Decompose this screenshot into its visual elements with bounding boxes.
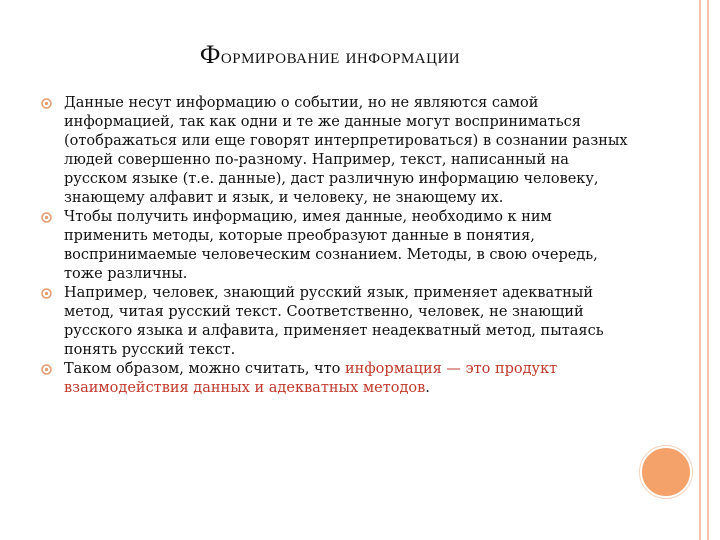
slide-title <box>0 40 660 70</box>
decorative-orange-circle <box>640 446 692 498</box>
bullet-list <box>40 94 630 398</box>
bullet-circle-icon <box>40 363 53 376</box>
decorative-border-outer <box>707 0 709 540</box>
bullet-circle-icon <box>40 287 53 300</box>
bullet-text-highlight: информация — это продукт взаимодействия данных и адекватных методов <box>64 361 558 396</box>
title-rest: ормирование информации <box>220 44 461 68</box>
bullet-circle-icon <box>40 211 53 224</box>
decorative-border-inner <box>699 0 701 540</box>
bullet-text-after: . <box>425 380 430 396</box>
bullet-circle-icon <box>40 97 53 110</box>
bullet-item <box>40 208 630 284</box>
bullet-item <box>40 360 630 398</box>
bullet-item <box>40 94 630 208</box>
bullet-text: Данные несут информацию о событии, но не являются самой информацией, так как одни и те же данные могут восприниматься (отображаться или еще говорят интерпретироваться) в сознании разных людей совершенно по-разному. Например, текст, написанный на русском языке (т.е. данные), даст различную информацию человеку, знающему алфавит и язык, и человеку, не знающему их. <box>64 95 628 206</box>
bullet-text-before: Таком образом, можно считать, что <box>64 361 345 377</box>
title-first-letter: Ф <box>199 40 221 69</box>
bullet-text: Чтобы получить информацию, имея данные, необходимо к ним применить методы, которые преобразуют данные в понятия, воспринимаемые человеческим сознанием. Методы, в свою очередь, тоже различны. <box>64 209 598 282</box>
bullet-item <box>40 284 630 360</box>
bullet-text: Например, человек, знающий русский язык, применяет адекватный метод, читая русский текст. Соответственно, человек, не знающий русского языка и алфавита, применяет неадекватный метод, пытаясь понять русский текст. <box>64 285 604 358</box>
